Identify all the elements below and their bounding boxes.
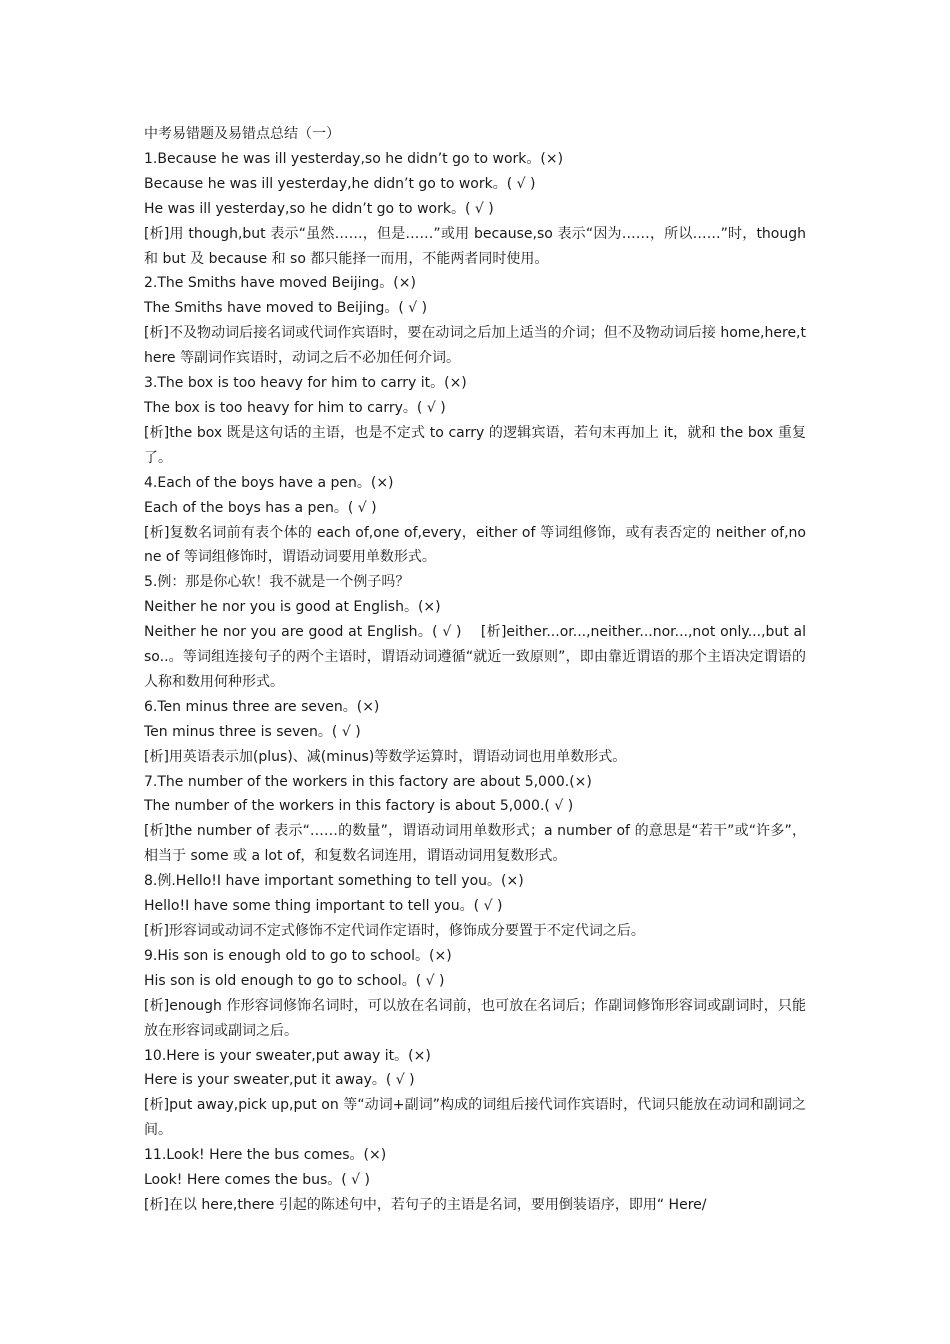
text-line: 4.Each of the boys have a pen。(×)	[144, 474, 394, 491]
text-line: 6.Ten minus three are seven。(×)	[144, 698, 380, 715]
analysis-paragraph: [析]the box 既是这句话的主语，也是不定式 to carry 的逻辑宾语，若句末再加上 it，就和 the box 重复了。	[144, 424, 806, 466]
analysis-paragraph: [析]用 though,but 表示“虽然……，但是……”或用 because,so 表示“因为……，所以……”时，though 和 but 及 because 和 so 都只能择一而用，不能两者同时使用。	[144, 225, 806, 267]
document-page	[144, 122, 806, 1218]
text-line: 5.例：那是你心软！我不就是一个例子吗？	[144, 574, 410, 591]
text-line: The number of the workers in this factory is about 5,000.( √ )	[144, 798, 574, 815]
text-line: 9.His son is enough old to go to school。(×)	[144, 947, 452, 964]
analysis-paragraph: [析]enough 作形容词修饰名词时，可以放在名词前，也可放在名词后；作副词修饰形容词或副词时，只能放在形容词或副词之后。	[144, 997, 806, 1039]
text-line: He was ill yesterday,so he didn’t go to work。( √ )	[144, 200, 494, 217]
text-line: His son is old enough to go to school。( √ )	[144, 972, 445, 989]
text-line: Ten minus three is seven。( √ )	[144, 723, 361, 740]
analysis-paragraph: [析]形容词或动词不定式修饰不定代词作定语时，修饰成分要置于不定代词之后。	[144, 923, 645, 939]
analysis-paragraph: [析]put away,pick up,put on 等“动词+副词”构成的词组后接代词作宾语时，代词只能放在动词和副词之间。	[144, 1097, 806, 1139]
text-line: Look! Here comes the bus。( √ )	[144, 1172, 370, 1189]
text-line: Hello!I have some thing important to tell you。( √ )	[144, 898, 503, 915]
text-line: 10.Here is your sweater,put away it。(×)	[144, 1047, 431, 1064]
analysis-paragraph: [析]在以 here,there 引起的陈述句中，若句子的主语是名词，要用倒装语序，即用“ Here/	[144, 1196, 707, 1213]
analysis-paragraph: [析]用英语表示加(plus)、减(minus)等数学运算时，谓语动词也用单数形式。	[144, 748, 627, 765]
text-line: Neither he nor you is good at English。(×)	[144, 599, 441, 616]
document-title: 中考易错题及易错点总结（一）	[144, 126, 340, 142]
text-line: The box is too heavy for him to carry。( √ )	[144, 399, 446, 416]
text-line: The Smiths have moved to Beijing。( √ )	[144, 300, 428, 317]
text-line: Here is your sweater,put it away。( √ )	[144, 1072, 415, 1089]
text-line: 8.例.Hello!I have important something to tell you。(×)	[144, 873, 524, 890]
text-line: 11.Look! Here the bus comes。(×)	[144, 1147, 387, 1164]
text-line: Each of the boys has a pen。( √ )	[144, 499, 377, 516]
text-line: 1.Because he was ill yesterday,so he didn’t go to work。(×)	[144, 150, 564, 167]
text-line: 2.The Smiths have moved Beijing。(×)	[144, 275, 416, 292]
analysis-paragraph: Neither he nor you are good at English。( √ ) [析]either...or...,neither...nor...,not only...,but also..。等词组连接句子的两个主语时，谓语动词遵循“就近一致原则”，即由靠近谓语的那个主语决定谓语的人称和数用何种形式。	[144, 624, 806, 690]
analysis-paragraph: [析]the number of 表示“……的数量”，谓语动词用单数形式；a number of 的意思是“若干”或“许多”，相当于 some 或 a lot of，和复数名词连用，谓语动词用复数形式。	[144, 823, 806, 865]
text-line: 7.The number of the workers in this factory are about 5,000.(×)	[144, 773, 592, 790]
analysis-paragraph: [析]复数名词前有表个体的 each of,one of,every，either of 等词组修饰，或有表否定的 neither of,none of 等词组修饰时，谓语动词要用单数形式。	[144, 524, 806, 566]
analysis-paragraph: [析]不及物动词后接名词或代词作宾语时，要在动词之后加上适当的介词；但不及物动词后接 home,here,there 等副词作宾语时，动词之后不必加任何介词。	[144, 325, 806, 367]
text-line: 3.The box is too heavy for him to carry it。(×)	[144, 375, 467, 392]
text-line: Because he was ill yesterday,he didn’t go to work。( √ )	[144, 175, 536, 192]
